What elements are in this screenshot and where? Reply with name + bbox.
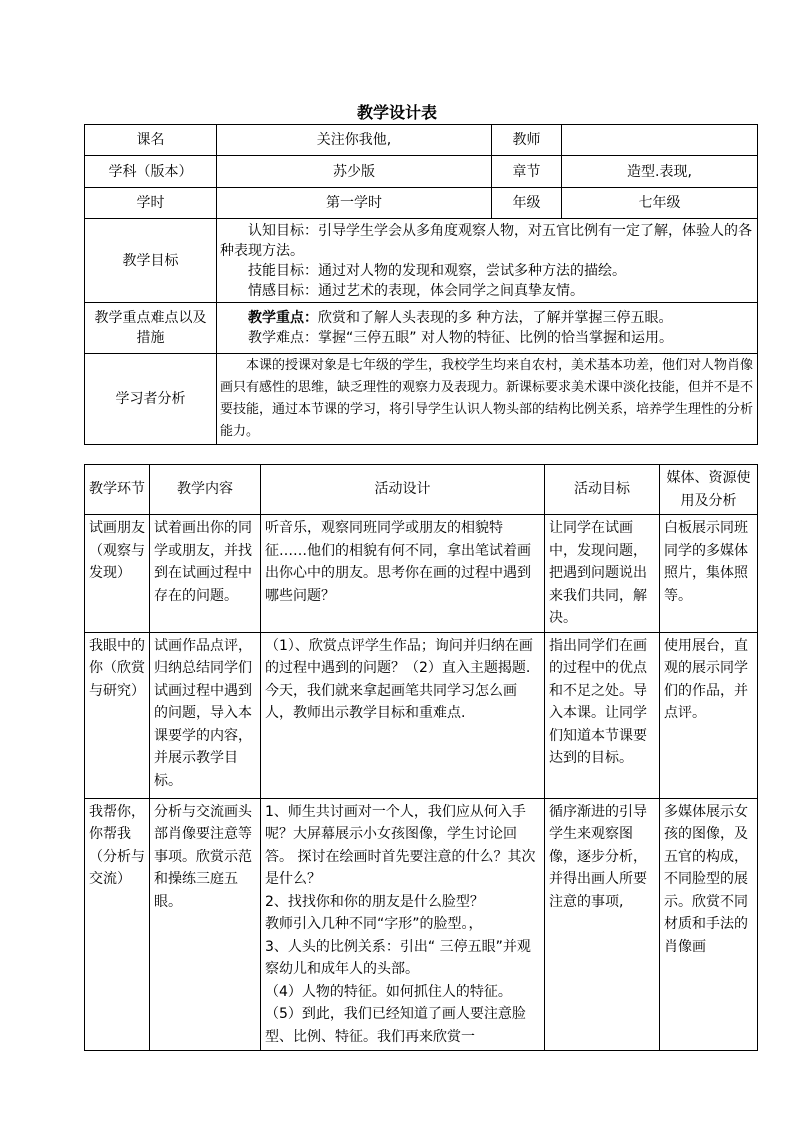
subject-value: 苏少版 bbox=[217, 156, 492, 188]
goal-cognitive: 认知目标：引导学生学会从多角度观察人物，对五官比例有一定了解，体验人的各种表现方法。 bbox=[220, 222, 752, 259]
chapter-value: 造型.表现, bbox=[562, 156, 758, 188]
course-value: 关注你我他, bbox=[217, 125, 492, 156]
key-point-label: 教学重点： bbox=[248, 310, 318, 326]
key-point: 欣赏和了解人头表现的多 种方法，了解并掌握三停五眼。 bbox=[318, 310, 673, 326]
table-row bbox=[85, 798, 758, 1051]
goal-cell: 循序渐进的引导学生来观察图像，逐步分析，并得出画人所要注意的事项, bbox=[545, 798, 660, 1051]
goal-cell: 让同学在试画中，发现问题，把遇到问题说出来我们共同，解决。 bbox=[545, 515, 660, 633]
activity-cell: 听音乐，观察同班同学或朋友的相貌特征……他们的相貌有何不同，拿出笔试着画出你心中的朋友。思考你在画的过程中遇到哪些问题？ bbox=[261, 515, 545, 633]
goal-cell: 指出同学们在画的过程中的优点和不足之处。导入本课。让同学们知道本节课要达到的目标。 bbox=[545, 632, 660, 798]
content-cell: 试着画出你的同学或朋友，并找到在试画过程中存在的问题。 bbox=[150, 515, 261, 633]
content-cell: 试画作品点评，归纳总结同学们试画过程中遇到的问题，导入本课要学的内容，并展示教学目标。 bbox=[150, 632, 261, 798]
media-cell: 使用展台，直观的展示同学们的作品，并点评。 bbox=[660, 632, 758, 798]
goals-cell bbox=[217, 219, 758, 303]
activity-cell: 1、师生共讨画对一个人，我们应从何入手呢？大屏幕展示小女孩图像，学生讨论回答。 探讨在绘画时首先要注意的什么？其次是什么？ 2、找找你和你的朋友是什么脸型？ 教师引入几种不同“字形”的脸型。， 3、人头的比例关系：引出“ 三停五眼”并观察幼儿和成年人的头部。 （4）人物的特征。如何抓住人的特征。 （5）到此，我们已经知道了画人要注意脸型、比例、特征。我们再来欣赏一 bbox=[261, 798, 545, 1051]
design-info-table bbox=[84, 124, 758, 445]
table-row bbox=[85, 632, 758, 798]
stage-cell: 我帮你，你帮我（分析与交流） bbox=[85, 798, 150, 1051]
chapter-label: 章节 bbox=[492, 156, 562, 188]
difficulty: 教学难点：掌握“三停五眼” 对人物的特征、比例的恰当掌握和运用。 bbox=[248, 330, 673, 346]
table-row bbox=[85, 515, 758, 633]
learner-cell bbox=[217, 354, 758, 445]
media-cell: 白板展示同班同学的多媒体照片，集体照等。 bbox=[660, 515, 758, 633]
header-content: 教学内容 bbox=[150, 465, 261, 515]
teaching-plan-table bbox=[84, 464, 758, 1051]
activity-cell: （1）、欣赏点评学生作品；询问并归纳在画的过程中遇到的问题？（2）直入主题揭题. 今天，我们就来拿起画笔共同学习怎么画人，教师出示教学目标和重难点. bbox=[261, 632, 545, 798]
period-label: 学时 bbox=[85, 188, 217, 219]
content-cell: 分析与交流画头部肖像要注意等事项。欣赏示范和操练三庭五眼。 bbox=[150, 798, 261, 1051]
header-media: 媒体、资源使用及分析 bbox=[660, 465, 758, 515]
goal-skill: 技能目标：通过对人物的发现和观察，尝试多种方法的描绘。 bbox=[248, 262, 626, 279]
stage-cell: 试画朋友（观察与发现） bbox=[85, 515, 150, 633]
grade-value: 七年级 bbox=[562, 188, 758, 219]
course-label: 课名 bbox=[85, 125, 217, 156]
stage-cell: 我眼中的你（欣赏与研究） bbox=[85, 632, 150, 798]
key-cell bbox=[217, 303, 758, 354]
learner-label: 学习者分析 bbox=[85, 354, 217, 445]
header-activity: 活动设计 bbox=[261, 465, 545, 515]
header-goal: 活动目标 bbox=[545, 465, 660, 515]
key-label: 教学重点难点以及措施 bbox=[85, 303, 217, 354]
learner-analysis: 本课的授课对象是七年级的学生，我校学生均来自农村，美术基本功差，他们对人物肖像画只有感性的思维，缺乏理性的观察力及表现力。新课标要求美术课中淡化技能，但并不是不要技能，通过本节课的学习，将引导学生认识人物头部的结构比例关系，培养学生理性的分析能力。 bbox=[220, 358, 754, 439]
document-title: 教学设计表 bbox=[356, 103, 437, 122]
goal-emotion: 情感目标：通过艺术的表现，体会同学之间真挚友情。 bbox=[248, 282, 584, 299]
teacher-label: 教师 bbox=[492, 125, 562, 156]
header-stage: 教学环节 bbox=[85, 465, 150, 515]
goals-label: 教学目标 bbox=[85, 219, 217, 303]
subject-label: 学科（版本） bbox=[85, 156, 217, 188]
period-value: 第一学时 bbox=[217, 188, 492, 219]
grade-label: 年级 bbox=[492, 188, 562, 219]
teacher-value bbox=[562, 125, 758, 156]
media-cell: 多媒体展示女孩的图像，及五官的构成，不同脸型的展示。欣赏不同材质和手法的肖像画 bbox=[660, 798, 758, 1051]
